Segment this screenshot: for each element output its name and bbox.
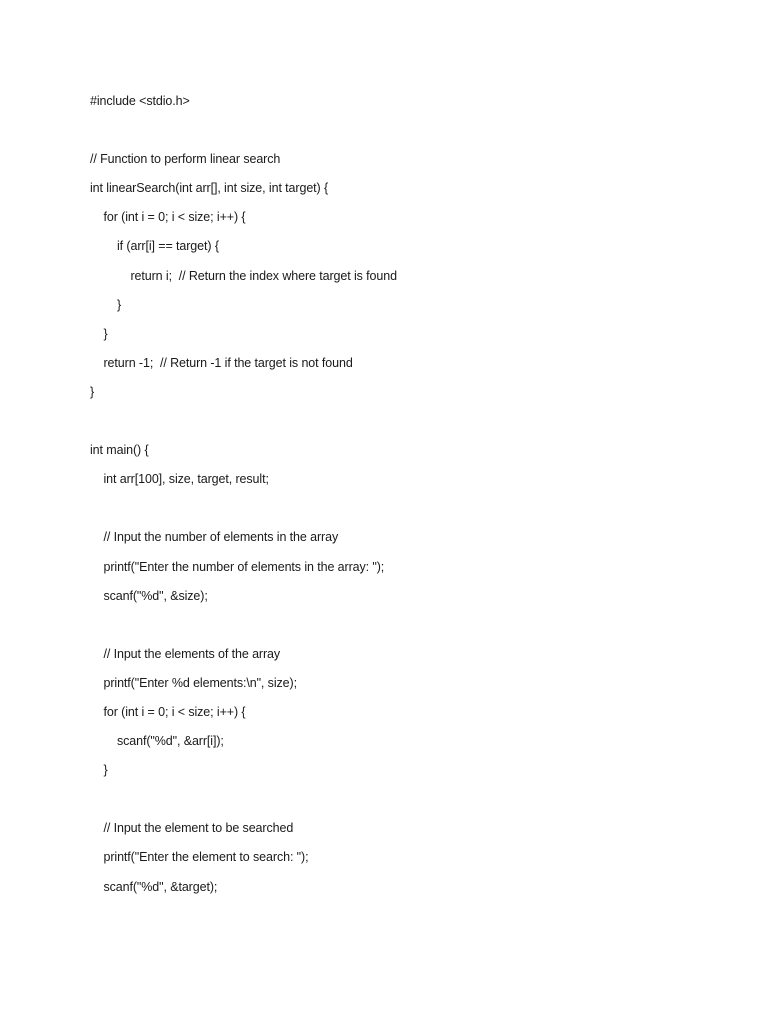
- code-line-blank: [90, 116, 730, 145]
- code-line-printf-search: printf("Enter the element to search: ");: [90, 850, 309, 865]
- code-line-blank: [90, 494, 730, 523]
- code-line-comment-function: // Function to perform linear search: [90, 152, 281, 167]
- code-line-include: #include <stdio.h>: [90, 94, 190, 108]
- code-line-scanf-element: scanf("%d", &arr[i]);: [90, 734, 224, 749]
- code-line-close-for: }: [90, 326, 108, 341]
- code-line-declarations: int arr[100], size, target, result;: [90, 472, 269, 487]
- code-line-for-loop-input: for (int i = 0; i < size; i++) {: [90, 704, 246, 719]
- code-line-printf-elements: printf("Enter %d elements:\n", size);: [90, 675, 297, 690]
- code-line-return-i: return i; // Return the index where target is found: [90, 268, 397, 283]
- code-line-if: if (arr[i] == target) {: [90, 239, 219, 254]
- code-line-function-signature: int linearSearch(int arr[], int size, int target) {: [90, 181, 329, 196]
- code-line-blank: [90, 407, 730, 436]
- code-line-comment-input-elements: // Input the elements of the array: [90, 646, 281, 661]
- code-line-blank: [90, 611, 730, 640]
- code-line-scanf-target: scanf("%d", &target);: [90, 879, 218, 894]
- code-line-close-function: }: [90, 384, 95, 399]
- code-listing: [90, 87, 730, 902]
- code-line-scanf-size: scanf("%d", &size);: [90, 588, 208, 603]
- code-line-close-if: }: [90, 297, 122, 312]
- code-line-comment-search-element: // Input the element to be searched: [90, 821, 294, 836]
- code-line-return-minus-one: return -1; // Return -1 if the target is not found: [90, 355, 353, 370]
- code-line-blank: [90, 785, 730, 814]
- code-line-comment-input-count: // Input the number of elements in the array: [90, 530, 339, 545]
- code-line-main: int main() {: [90, 443, 149, 458]
- code-line-for-loop: for (int i = 0; i < size; i++) {: [90, 210, 246, 225]
- code-line-printf-count: printf("Enter the number of elements in the array: ");: [90, 559, 385, 574]
- code-line-close-for-input: }: [90, 763, 108, 778]
